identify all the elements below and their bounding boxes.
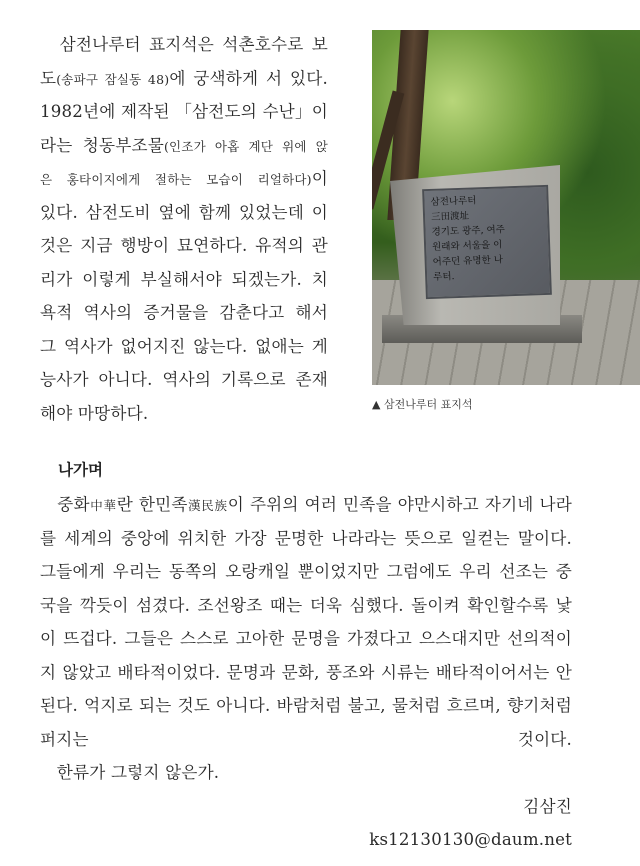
text-segment: 것은 지금 행방이 묘연하다. 유적의 관: [40, 236, 328, 255]
text-segment: 한류가 그렇지 않은가.: [40, 763, 220, 782]
text-line: [40, 488, 572, 522]
annotation-text: 은 홍타이지에게 절하는 모습이 리얼하다): [40, 172, 312, 187]
text-line: [40, 196, 328, 230]
text-segment: 있다. 삼전도비 옆에 함께 있었는데 이: [40, 202, 328, 222]
photo-caption: ▲ 삼전나루터 표지석: [372, 398, 473, 411]
text-segment: 된다. 억지로 되는 것도 아니다. 바람처럼 불고, 물처럼 흐르며, 향기처럼: [40, 696, 572, 715]
left-column-text: [40, 28, 328, 430]
text-segment: 이 주위의 여러 민족을 야만시하고 자기네 나라: [227, 495, 572, 514]
inscription-line: 원래와 서울을 이: [431, 239, 503, 253]
text-line: [40, 129, 328, 163]
section-heading: 나가며: [58, 461, 103, 479]
text-line: [40, 397, 328, 431]
text-segment: 해야 마땅하다.: [40, 403, 149, 423]
annotation-text: 中華: [89, 498, 117, 513]
text-segment: 그 역사가 없어지진 않는다. 없애는 게: [40, 336, 328, 356]
author-name: 김삼진: [523, 796, 572, 816]
text-line: [40, 162, 328, 196]
text-line: [40, 296, 328, 330]
text-segment: 욕적 역사의 증거물을 감춘다고 해서: [40, 303, 328, 322]
text-segment: 이: [311, 169, 328, 188]
text-segment: 도: [40, 68, 57, 88]
text-line: [40, 555, 572, 589]
text-line: [40, 689, 572, 723]
text-line: [40, 363, 328, 397]
text-line: [40, 330, 328, 364]
annotation-text: (송파구 잠실동 48): [56, 71, 170, 87]
photo-samjeon-ferry-marker: [372, 30, 640, 385]
text-segment: 란 한민족: [116, 495, 188, 514]
text-segment: 지 않았고 배타적이었다. 문명과 문화, 풍조와 시류는 배타적이어서는 안: [40, 662, 572, 682]
text-line: [40, 656, 572, 690]
inscription-line: 삼전나루터: [430, 195, 477, 208]
text-line: [40, 756, 572, 790]
text-segment: 능사가 아니다. 역사의 기록으로 존재: [40, 370, 328, 389]
text-segment: 에 궁색하게 서 있다.: [169, 68, 328, 88]
inscription-line: 三田渡址: [430, 210, 470, 223]
inscription-line: 어주던 유명한 나: [432, 254, 504, 268]
text-segment: 삼전나루터 표지석은 석촌호수로 보: [40, 35, 328, 54]
text-line: [40, 28, 328, 62]
text-segment: 국을 깍듯이 섬겼다. 조선왕조 때는 더욱 심했다. 돌이켜 확인할수록 낯: [40, 595, 572, 615]
text-segment: 중화: [40, 495, 90, 514]
text-segment: 를 세계의 중앙에 위치한 가장 문명한 나라라는 뜻으로 일컫는 말이다.: [40, 528, 572, 548]
text-segment: 퍼지는 것이다.: [40, 729, 572, 749]
text-line: [40, 62, 328, 96]
text-segment: 리가 이렇게 부실해서야 되겠는가. 치: [40, 269, 328, 289]
section-body-text: [40, 488, 572, 857]
text-line: [40, 229, 328, 263]
author-email: ks12130130@daum.net: [369, 830, 572, 849]
text-line: [40, 723, 572, 757]
text-segment: 라는 청동부조물: [40, 135, 164, 155]
text-segment: 이 뜨겁다. 그들은 스스로 고아한 문명을 가졌다고 으스대지만 선의적이: [40, 629, 572, 648]
text-segment: 1982년에 제작된 「삼전도의 수난」이: [40, 102, 328, 121]
text-line: [40, 622, 572, 656]
text-line: [40, 263, 328, 297]
annotation-text: 漢民族: [187, 498, 228, 513]
inscription-line: 경기도 광주, 여주: [431, 224, 506, 238]
inscription-line: 루터.: [433, 271, 455, 283]
stone-plaque-inscription: [422, 185, 552, 299]
text-segment: 그들에게 우리는 동쪽의 오랑캐일 뿐이었지만 그럼에도 우리 선조는 중: [40, 562, 572, 581]
text-line: [40, 589, 572, 623]
text-line: [40, 522, 572, 556]
annotation-text: (인조가 아홉 계단 위에 앉: [163, 138, 328, 154]
text-line: [40, 95, 328, 129]
